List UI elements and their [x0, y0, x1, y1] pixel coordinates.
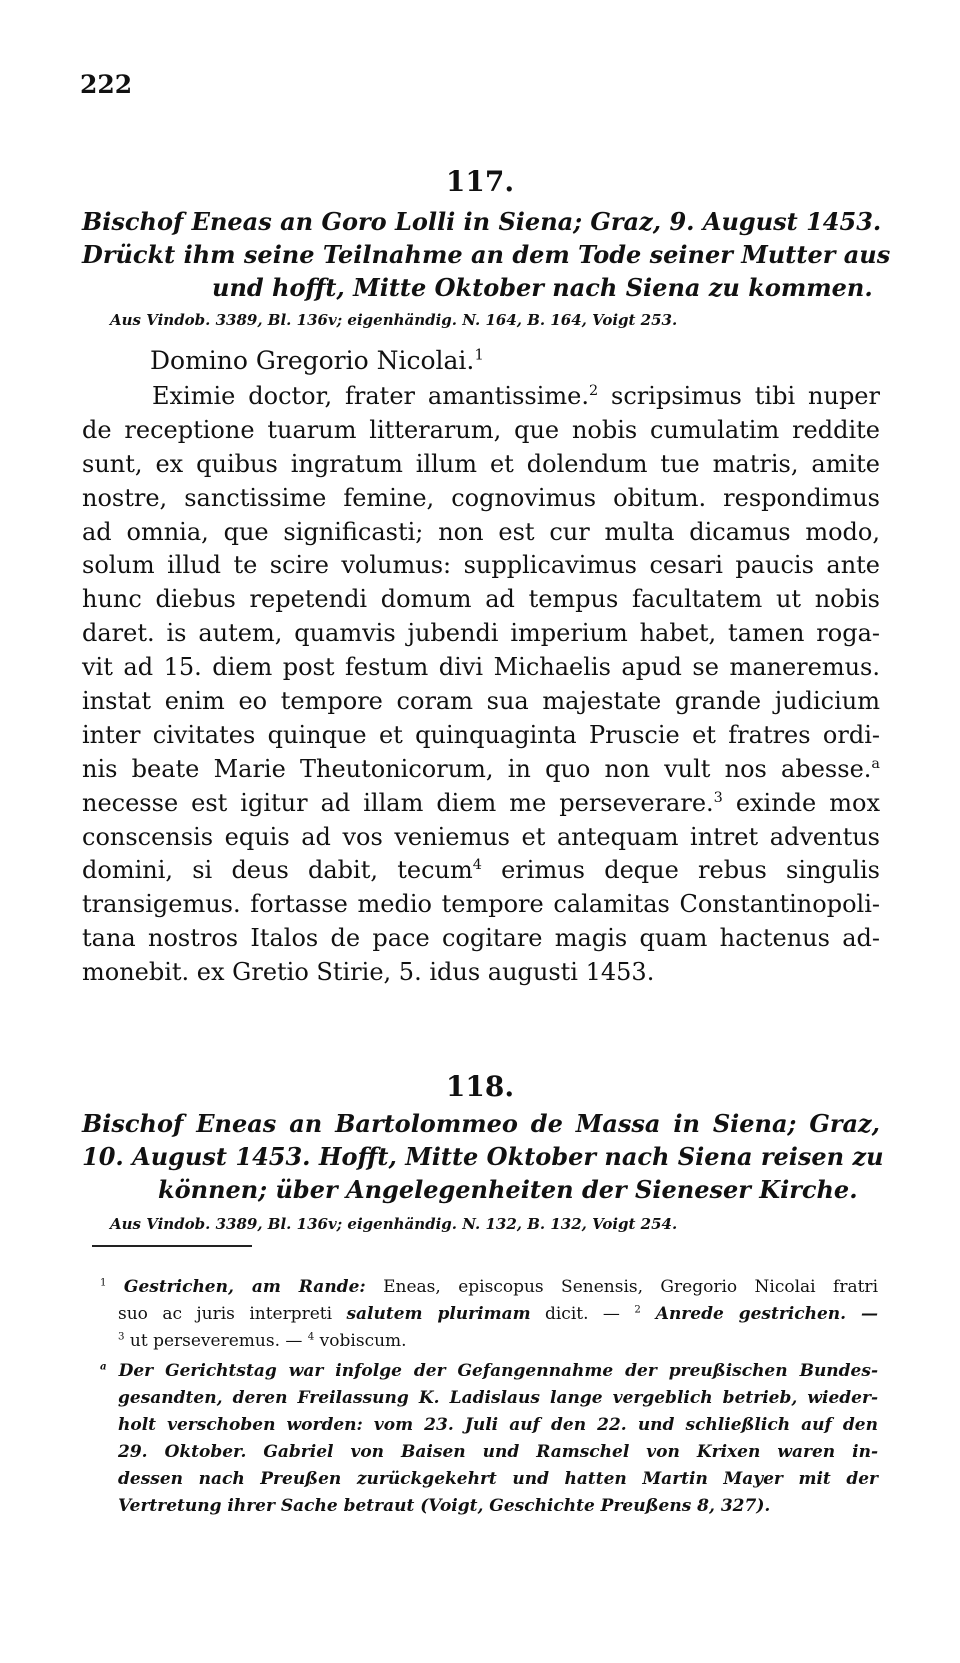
regest-line: 10. August 1453. Hofft, Mitte Oktober nach Siena reisen zu [82, 1142, 884, 1171]
regest-line: Drückt ihm seine Teilnahme an dem Tode seiner Mutter aus [82, 240, 891, 269]
regest-line: und hofft, Mitte Oktober nach Siena zu kommen. [212, 273, 873, 302]
body-line: transigemus. fortasse medio tempore calamitas Constantinopoli- [82, 890, 880, 919]
body-line: monebit. ex Gretio Stirie, 5. idus augusti 1453. [82, 958, 655, 987]
body-line: inter civitates quinque et quinquaginta Pruscie et fratres ordi- [82, 720, 880, 749]
letter-117-regest [82, 205, 891, 304]
body-line: hunc diebus repetendi domum ad tempus facultatem ut nobis [82, 585, 880, 614]
footnote-line: $^a$ Der Gerichtstag war infolge der Gefangennahme der preußischen Bundes- [100, 1360, 878, 1381]
body-line: ad omnia, que significasti; non est cur multa dicamus modo, [82, 517, 880, 546]
letter-117-number: 117. [445, 165, 515, 198]
footnote-ref: a [871, 755, 880, 772]
body-line: conscensis equis ad vos veniemus et antequam intret adventus [82, 822, 880, 851]
body-line: de receptione tuarum litterarum, que nobis cumulatim reddite [82, 415, 880, 444]
footnotes-numbered [100, 1274, 878, 1355]
footnote-line: Vertretung ihrer Sache betraut (Voigt, Geschichte Preußens 8, 327). [118, 1496, 771, 1516]
footnote-mark: 4 [307, 1331, 315, 1343]
body-line: nostre, sanctissime femine, cognovimus obitum. respondimus [82, 483, 880, 512]
letter-118-regest [82, 1107, 884, 1206]
letter-118-source: Aus Vindob. 3389, Bl. 136v; eigenhändig. N. 132, B. 132, Voigt 254. [110, 1215, 678, 1233]
page-number: 222 [80, 70, 133, 99]
regest-line: Bischof Eneas an Bartolommeo de Massa in Siena; Graz, [82, 1109, 880, 1138]
regest-line: Bischof Eneas an Goro Lolli in Siena; Graz, 9. August 1453. [82, 207, 882, 236]
footnote-ref: 4 [472, 857, 482, 874]
letter-117-source: Aus Vindob. 3389, Bl. 136v; eigenhändig. N. 164, B. 164, Voigt 253. [110, 311, 678, 329]
body-line: necesse est igitur ad illam diem me perseverare.$^3$ exinde mox [82, 788, 880, 817]
body-line: sunt, ex quibus ingratum illum et dolendum tue matris, amite [82, 449, 880, 478]
footnote-mark: 2 [634, 1304, 641, 1316]
footnote-mark: 1 [100, 1277, 107, 1289]
salutation-text: Domino Gregorio Nicolai. [150, 346, 475, 375]
letter-118-number: 118. [445, 1070, 515, 1103]
body-line: daret. is autem, quamvis jubendi imperium habet, tamen roga- [82, 619, 880, 648]
footnote-ref: 1 [474, 345, 484, 364]
footnote-line: suo ac juris interpreti salutem plurimam dicit. — $^2$ Anrede gestrichen. — [118, 1304, 878, 1324]
body-line: domini, si deus dabit, tecum$^4$ erimus deque rebus singulis [82, 856, 880, 885]
footnote-line: $^3$ ut perseveremus. — $^4$ vobiscum. [118, 1331, 407, 1351]
footnote-ref: 2 [588, 383, 599, 399]
body-line: solum illud te scire volumus: supplicavimus cesari paucis ante [82, 551, 880, 580]
footnote-line: holt verschoben worden: vom 23. Juli auf den 22. und schließlich auf den [118, 1415, 878, 1435]
footnote-rule [92, 1245, 252, 1247]
regest-line: können; über Angelegenheiten der Sieneser Kirche. [158, 1175, 858, 1204]
footnote-mark: a [100, 1360, 107, 1373]
body-line: nis beate Marie Theutonicorum, in quo non vult nos abesse.$^a$ [82, 754, 880, 783]
letter-117-body [82, 380, 880, 990]
body-line: instat enim eo tempore coram sua majestate grande judicium [82, 687, 880, 716]
footnote-line: $^1$ Gestrichen, am Rande: Eneas, episcopus Senensis, Gregorio Nicolai fratri [100, 1277, 878, 1297]
body-line: vit ad 15. diem post festum divi Michaelis apud se maneremus. [82, 653, 880, 682]
body-line: tana nostros Italos de pace cogitare magis quam hactenus ad- [82, 924, 880, 953]
footnote-mark: 3 [118, 1331, 125, 1343]
footnote-a [100, 1358, 878, 1520]
footnote-line: dessen nach Preußen zurückgekehrt und hatten Martin Mayer mit der [118, 1469, 878, 1489]
letter-117-salutation [150, 346, 484, 375]
footnote-line: 29. Oktober. Gabriel von Baisen und Ramschel von Krixen waren in- [118, 1442, 878, 1462]
body-line: Eximie doctor, frater amantissime.$^2$ scripsimus tibi nuper [152, 382, 880, 410]
footnote-ref: 3 [713, 789, 723, 806]
footnote-line: gesandten, deren Freilassung K. Ladislaus lange vergeblich betrieb, wieder- [118, 1388, 878, 1408]
